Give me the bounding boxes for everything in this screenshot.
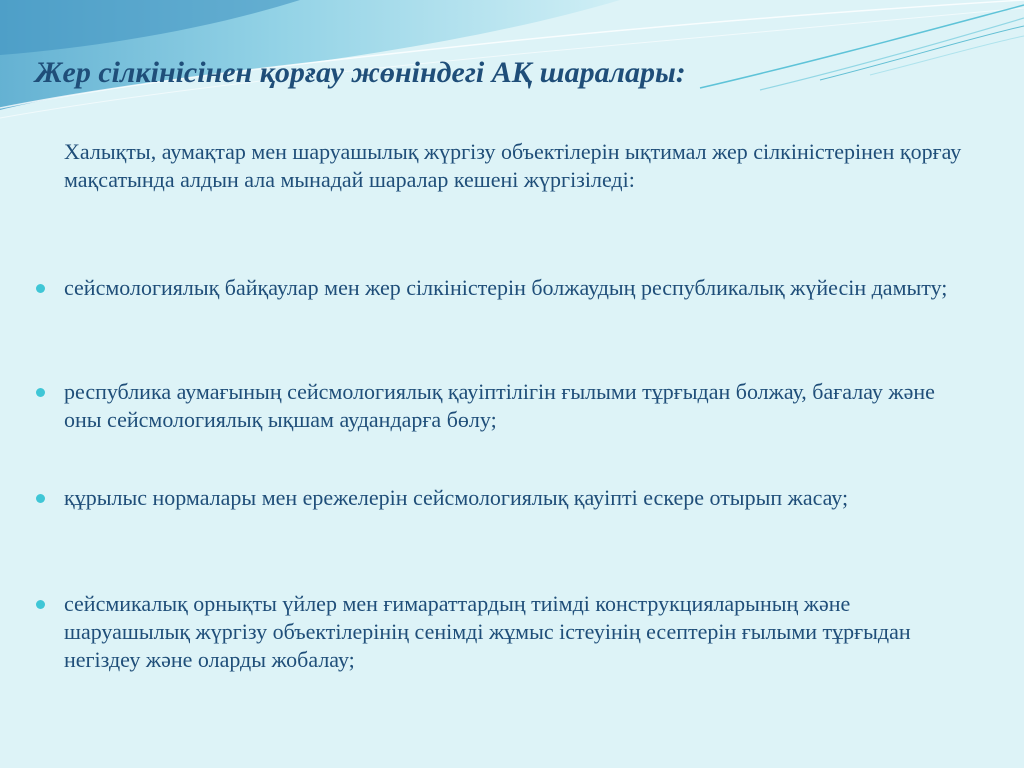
- list-item-text: сейсмологиялық байқаулар мен жер сілкіністерін болжаудың республикалық жүйесін дамыту;: [64, 275, 948, 300]
- list-item: [64, 590, 954, 674]
- bullet-icon: [36, 388, 45, 397]
- intro-paragraph: Халықты, аумақтар мен шаруашылық жүргізу объектілерін ықтимал жер сілкіністерінен қорғау мақсатында алдын ала мынадай шаралар кешені жүргізіледі:: [64, 139, 962, 192]
- list-item: [64, 484, 954, 512]
- bullet-icon: [36, 494, 45, 503]
- list-item-text: сейсмикалық орнықты үйлер мен ғимараттардың тиімді конструкцияларының және шаруашылық жүргізу объектілерінің сенімді жұмыс істеуінің есептерін ғылыми тұрғыдан негіздеу және оларды жобалау;: [64, 591, 911, 672]
- bullet-icon: [36, 600, 45, 609]
- list-item: [64, 378, 954, 434]
- list-item-text: құрылыс нормалары мен ережелерін сейсмологиялық қауіпті ескере отырып жасау;: [64, 485, 849, 510]
- list-item-text: республика аумағының сейсмологиялық қауіптілігін ғылыми тұрғыдан болжау, бағалау және оны сейсмологиялық ықшам аудандарға бөлу;: [64, 379, 935, 432]
- list-item: [64, 274, 954, 302]
- slide-title: Жер сілкінісінен қорғау жөніндегі АҚ шаралары:: [35, 56, 686, 89]
- bullet-icon: [36, 284, 45, 293]
